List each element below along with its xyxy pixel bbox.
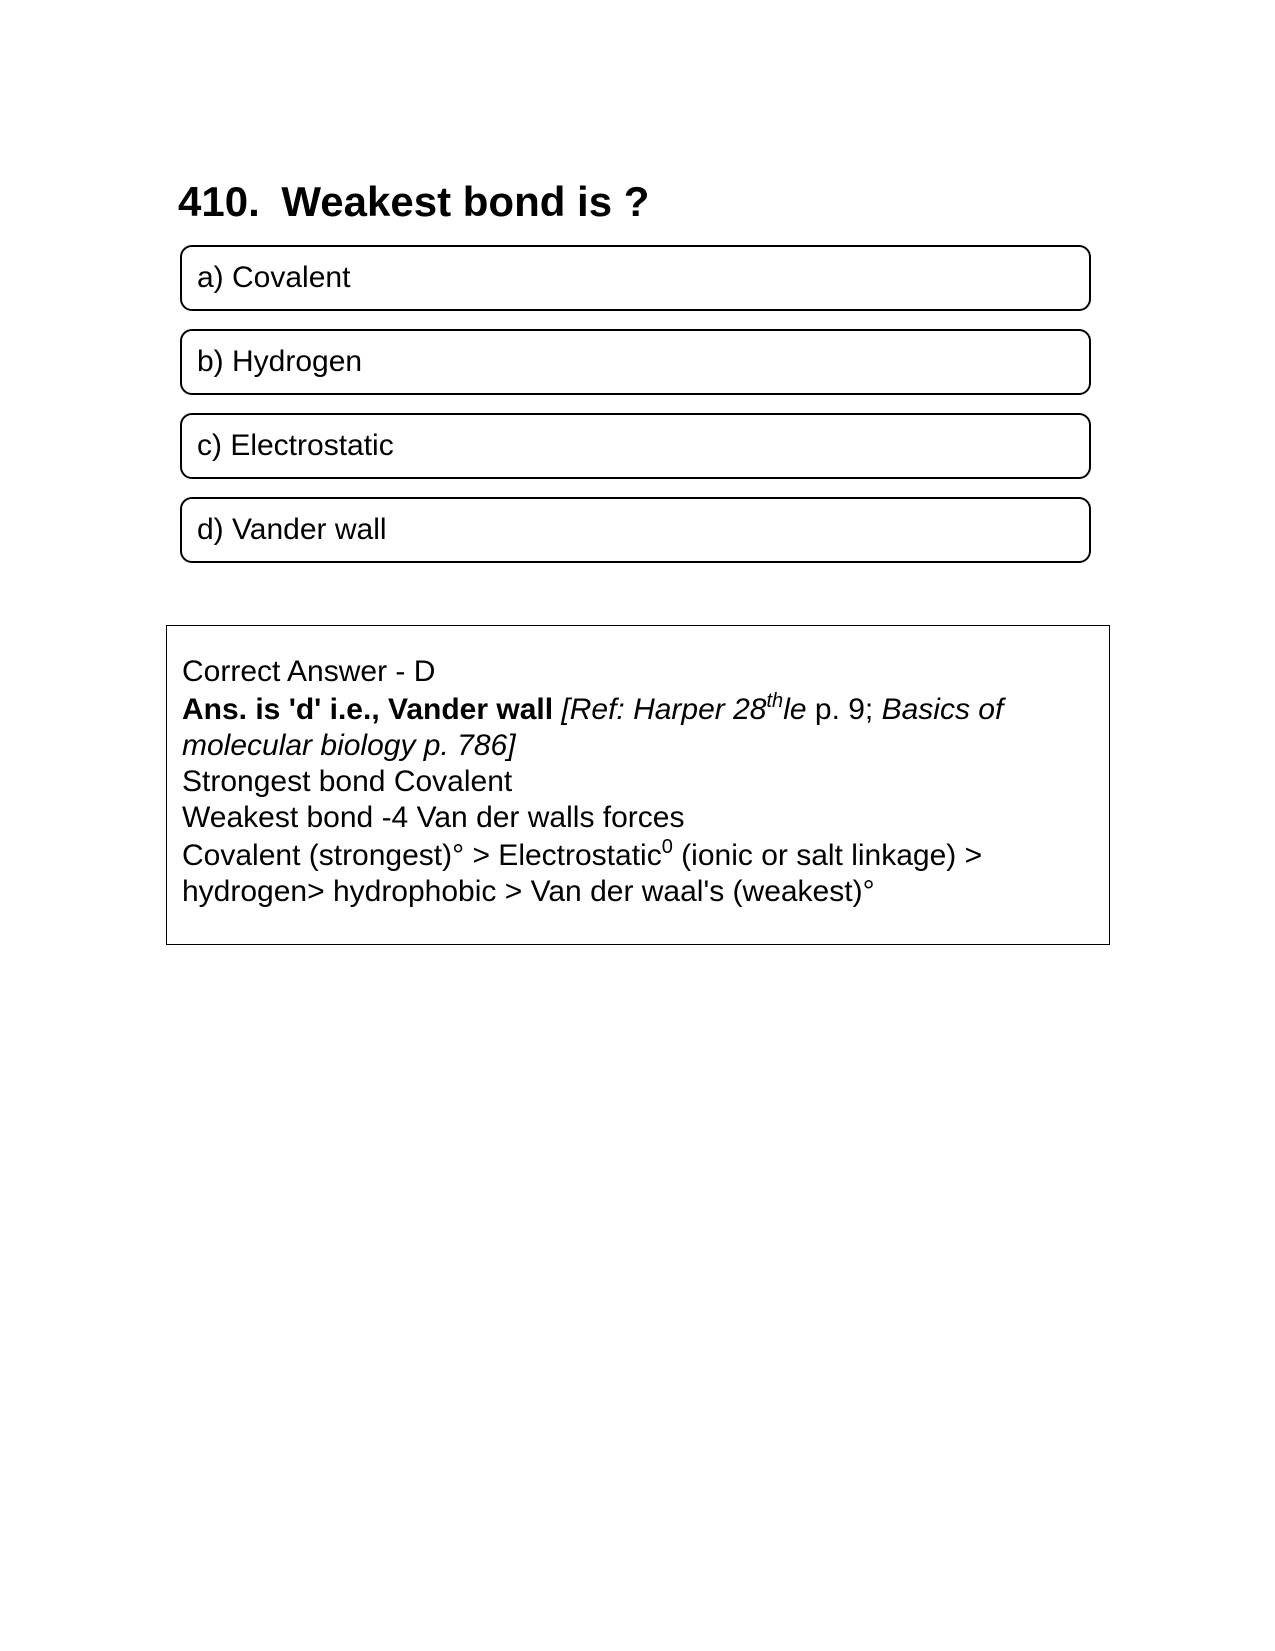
option-c[interactable] (180, 413, 1091, 479)
option-d[interactable] (180, 497, 1091, 563)
bond-order-superscript: 0 (661, 836, 673, 858)
strongest-bond-text: Strongest bond Covalent (182, 765, 513, 798)
bond-order-text-2: (ionic or salt linkage) > hydrogen> hydrophobic > Van der waal's (weakest)° (182, 839, 983, 908)
option-b-label: b) Hydrogen (197, 345, 363, 378)
question-text: Weakest bond is ? (281, 178, 650, 225)
option-d-label: d) Vander wall (197, 513, 387, 546)
bond-order-line (182, 838, 1059, 910)
option-a-label: a) Covalent (197, 261, 351, 294)
question-number: 410. (178, 178, 260, 225)
option-a[interactable] (180, 245, 1091, 311)
option-c-label: c) Electrostatic (197, 429, 394, 462)
bond-order-text-1: Covalent (strongest)° > Electrostatic (182, 839, 662, 872)
question-heading (178, 176, 649, 228)
correct-answer: Correct Answer - D (182, 655, 436, 688)
answer-explanation-bold: Ans. is 'd' i.e., Vander wall (182, 693, 554, 726)
answer-content (182, 654, 1059, 910)
reference-text-1: [Ref: Harper 28 (553, 693, 767, 726)
answer-reference-line (182, 692, 1059, 764)
reference-plain-text: p. 9; (806, 693, 882, 726)
answer-explanation-box (166, 625, 1110, 945)
reference-superscript: th (766, 690, 784, 712)
option-b[interactable] (180, 329, 1091, 395)
weakest-bond-text: Weakest bond -4 Van der walls forces (182, 801, 685, 834)
reference-text-2: le (783, 693, 807, 726)
reference-text-3: Basics of molecular biology p. 786] (182, 693, 1004, 762)
